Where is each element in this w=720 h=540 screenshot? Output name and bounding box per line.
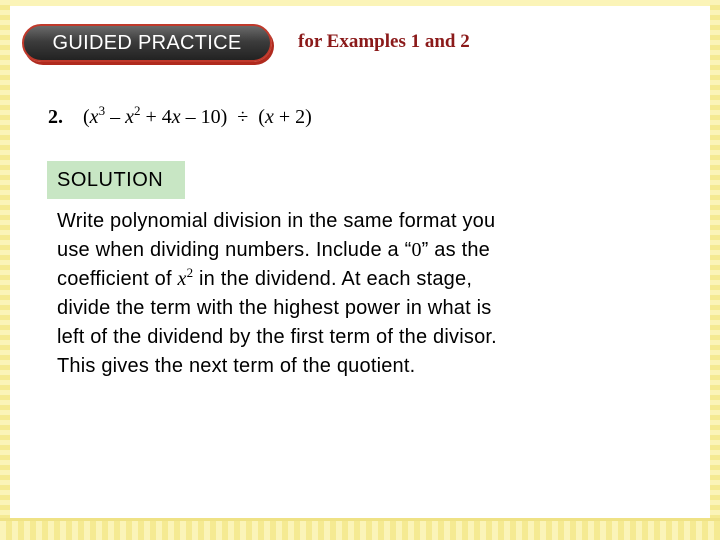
problem-number: 2. [48, 106, 63, 128]
solution-line: divide the term with the highest power in what is [57, 297, 492, 319]
solution-text [57, 207, 657, 381]
operator-plus: + 4 [140, 106, 172, 128]
term3-var: x [171, 106, 181, 128]
solution-line-part: use when dividing numbers. Include a “ [57, 239, 412, 261]
problem-statement [48, 103, 312, 129]
solution-line: This gives the next term of the quotient. [57, 355, 416, 377]
divisor-rest: + 2) [273, 106, 312, 128]
solution-line: Write polynomial division in the same format you [57, 210, 496, 232]
open-paren: ( [83, 106, 90, 128]
frame-top [0, 0, 720, 6]
frame-bottom [0, 518, 720, 540]
solution-line [57, 265, 657, 294]
solution-line [57, 236, 657, 265]
solution-line: left of the dividend by the first term of the divisor. [57, 326, 497, 348]
x-exponent: 2 [186, 265, 194, 280]
solution-line-part: in the dividend. At each stage, [193, 268, 473, 290]
operator-minus: – [105, 106, 126, 128]
solution-line-part: ” as the [421, 239, 490, 261]
frame-right [710, 0, 720, 540]
zero-digit: 0 [411, 239, 422, 261]
divisor-open-paren: ( [258, 106, 265, 128]
term2-exponent: 2 [133, 103, 141, 118]
term2-var: x [125, 106, 134, 128]
guided-practice-badge: GUIDED PRACTICE [22, 24, 272, 62]
solution-badge: SOLUTION [47, 161, 185, 199]
term1-var: x [89, 106, 99, 128]
header-subtitle: for Examples 1 and 2 [298, 31, 470, 52]
x-var: x [177, 268, 187, 290]
constant-term: – 10) [180, 106, 228, 128]
divide-sign: ÷ [227, 106, 259, 128]
term1-exponent: 3 [98, 103, 106, 118]
solution-line-part: coefficient of [57, 268, 178, 290]
divisor-var: x [264, 106, 274, 128]
frame-left [0, 0, 10, 540]
